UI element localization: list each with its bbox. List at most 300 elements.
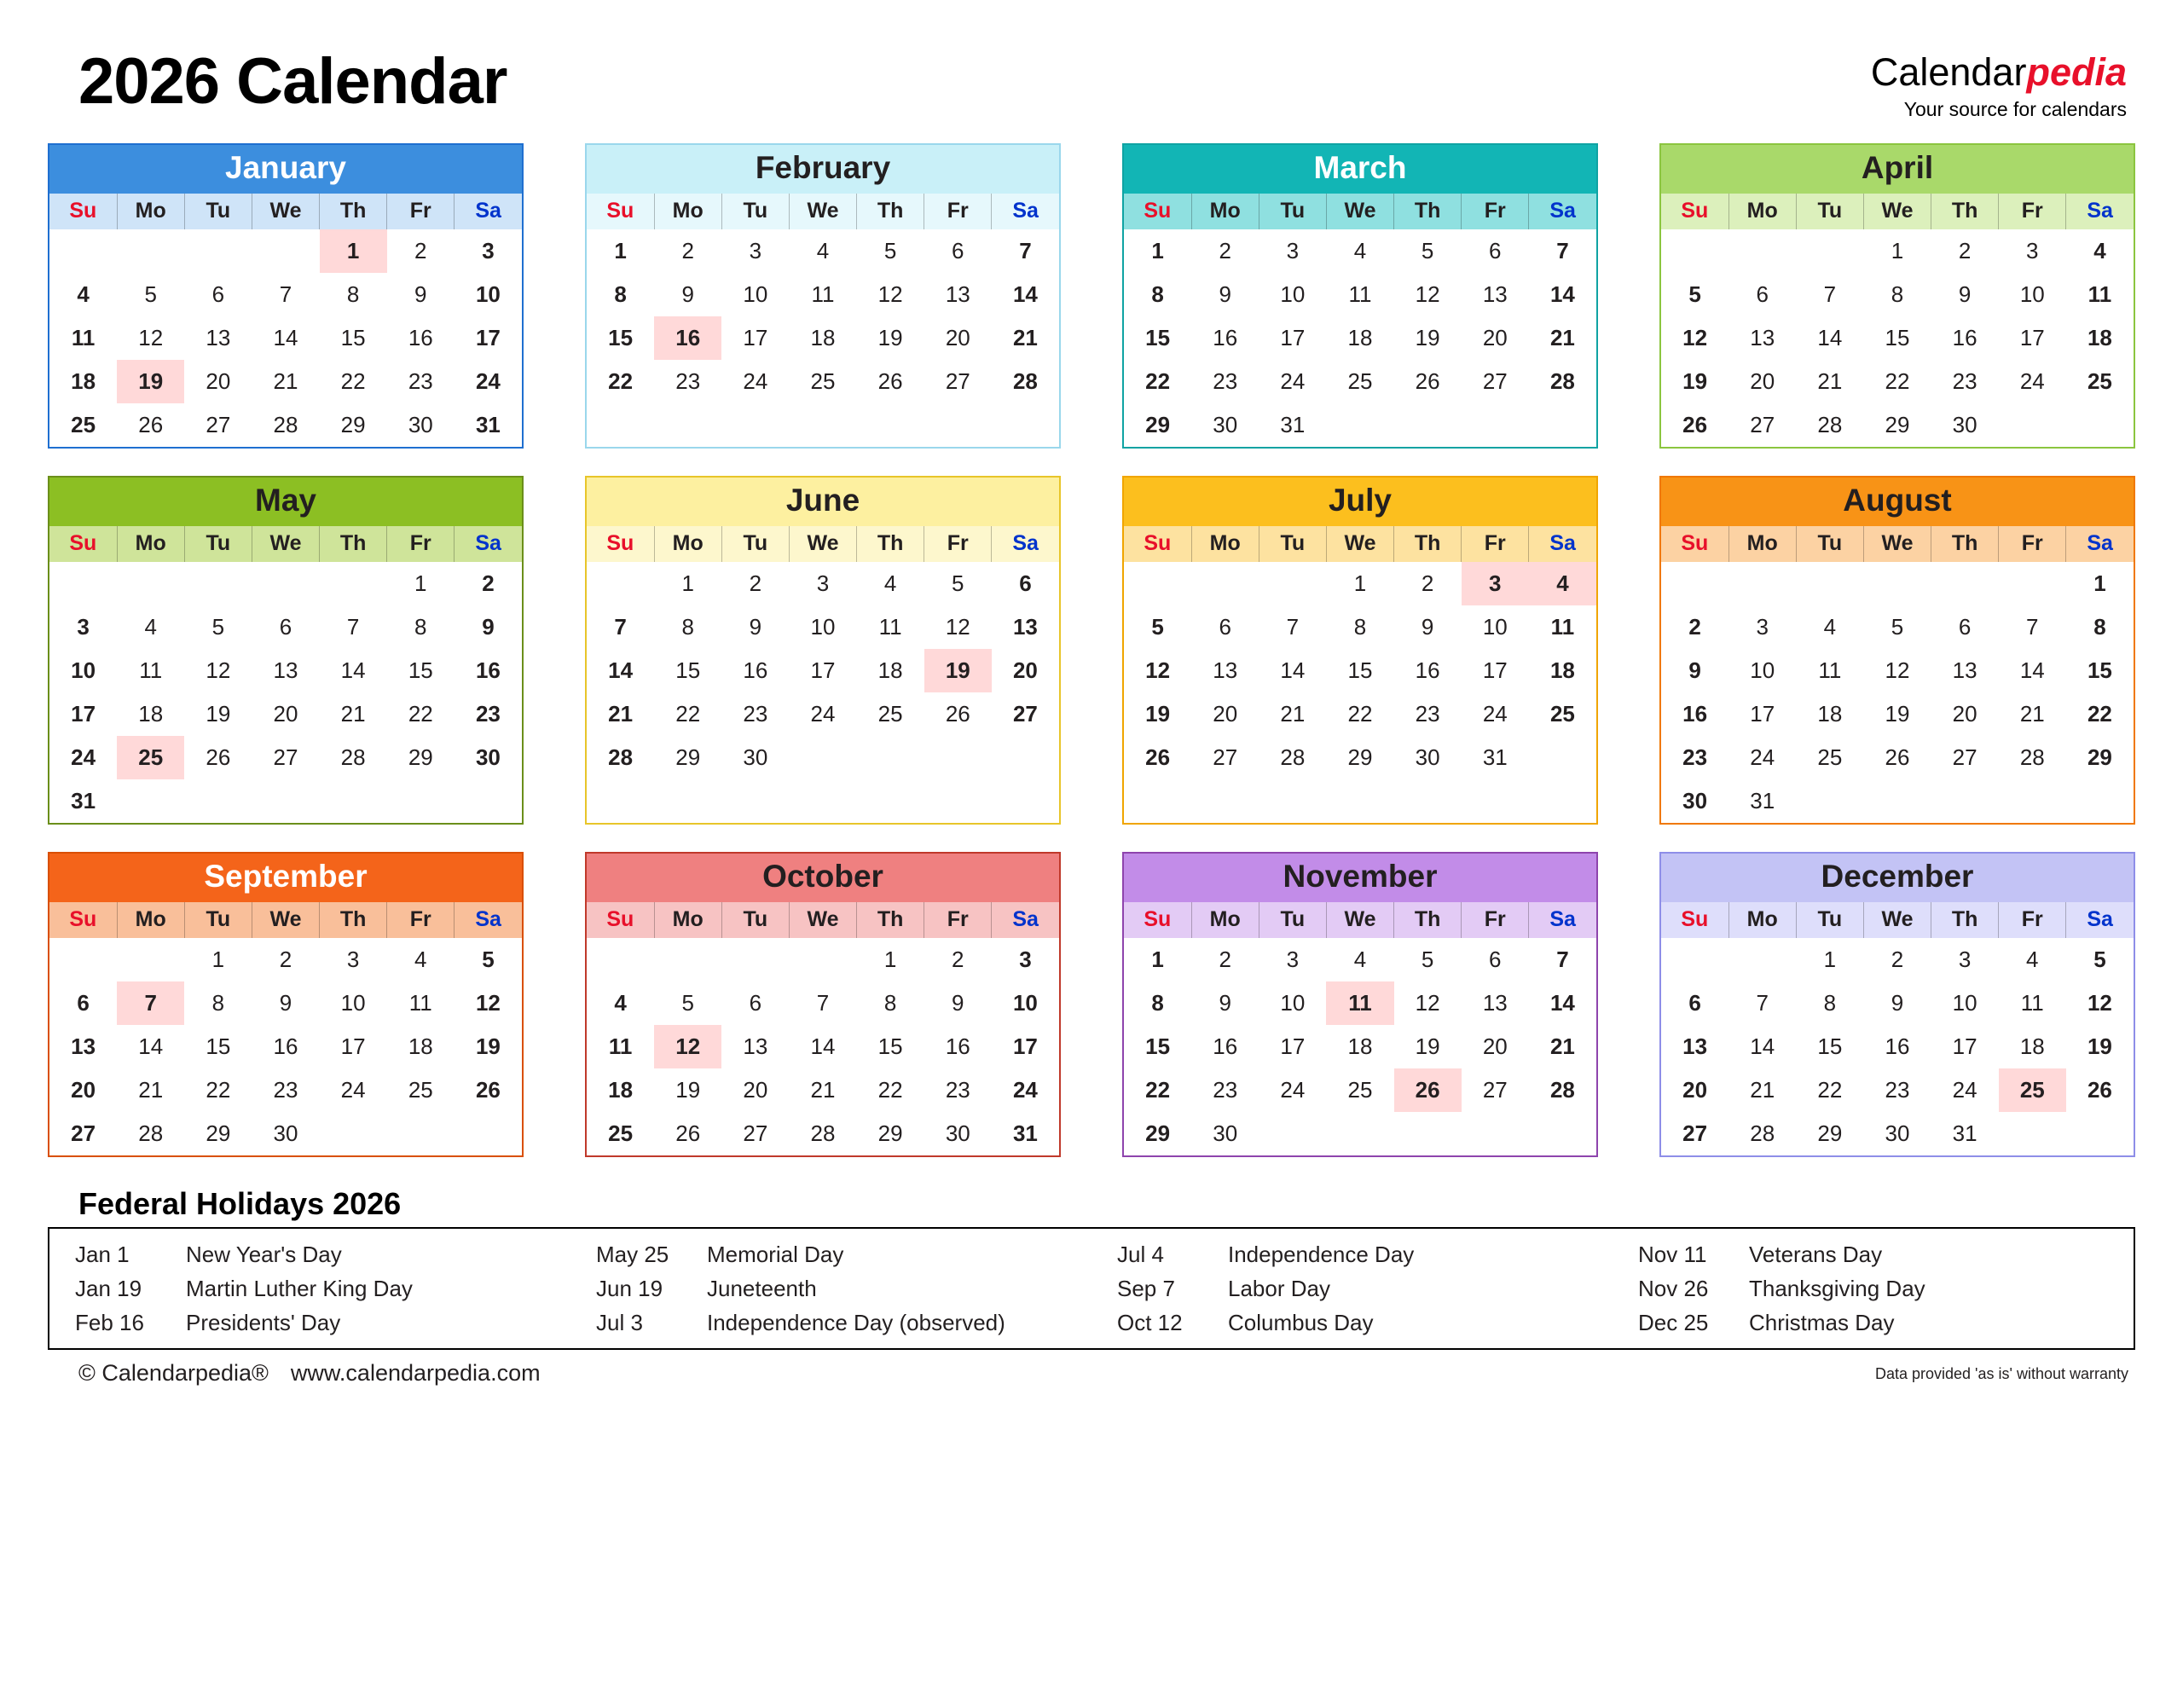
week-row	[1124, 360, 1596, 403]
day-cell: 22	[340, 368, 366, 394]
month-title: December	[1661, 854, 2134, 902]
day-cell: 4	[883, 570, 897, 596]
weekday-header-su: Su	[1124, 526, 1191, 562]
day-cell: 18	[877, 657, 903, 683]
week-row	[587, 316, 1059, 360]
day-cell: 25	[810, 368, 836, 394]
day-cell: 9	[1891, 989, 1904, 1016]
holiday-name: Labor Day	[1228, 1275, 1330, 1301]
day-cell: 23	[945, 1076, 970, 1103]
day-cell: 20	[1213, 700, 1238, 727]
day-cell: 15	[1885, 324, 1910, 350]
day-cell: 14	[1280, 657, 1306, 683]
day-cell: 11	[408, 989, 432, 1016]
day-cell: 10	[1280, 281, 1306, 307]
day-cell: 16	[1682, 700, 1708, 727]
weekday-header-fr: Fr	[387, 902, 455, 938]
day-cell: 24	[340, 1076, 366, 1103]
brand-name	[1870, 50, 2127, 94]
weekday-header-th: Th	[320, 194, 387, 229]
day-cell: 29	[1347, 744, 1373, 770]
empty-day-cell	[1462, 1112, 1529, 1155]
day-cell: 19	[117, 360, 184, 403]
day-cell: 2	[1688, 613, 1701, 640]
week-row	[587, 692, 1059, 736]
day-cell: 8	[346, 281, 360, 307]
day-cell: 27	[743, 1120, 768, 1146]
weekday-header-fr: Fr	[1462, 902, 1529, 938]
week-row	[1661, 938, 2134, 981]
day-cell: 16	[475, 657, 501, 683]
holiday-row	[1613, 1306, 2134, 1340]
week-row	[1124, 403, 1596, 447]
day-cell: 14	[138, 1033, 164, 1059]
day-cell: 23	[1952, 368, 1977, 394]
month-october	[585, 852, 1061, 1157]
day-cell: 12	[1415, 989, 1440, 1016]
month-table	[587, 526, 1059, 779]
day-cell: 26	[206, 744, 231, 770]
week-row	[1661, 981, 2134, 1025]
day-cell: 8	[1353, 613, 1367, 640]
day-cell: 2	[1891, 946, 1904, 972]
day-cell: 17	[1482, 657, 1508, 683]
empty-day-cell	[1728, 562, 1796, 605]
day-cell: 20	[1482, 324, 1508, 350]
day-cell: 20	[206, 368, 231, 394]
empty-day-cell	[184, 562, 252, 605]
day-cell: 8	[883, 989, 897, 1016]
holiday-row	[1613, 1237, 2134, 1271]
day-cell: 25	[1347, 368, 1373, 394]
day-cell: 18	[1817, 700, 1843, 727]
day-cell: 25	[877, 700, 903, 727]
day-cell: 10	[810, 613, 836, 640]
weekday-header-su: Su	[587, 194, 654, 229]
month-table	[1661, 526, 2134, 823]
weekday-header-we: We	[1863, 194, 1931, 229]
day-cell: 30	[1415, 744, 1440, 770]
day-cell: 30	[1213, 1120, 1238, 1146]
day-cell: 14	[340, 657, 366, 683]
empty-day-cell	[1326, 403, 1393, 447]
empty-day-cell	[455, 779, 522, 823]
day-cell: 28	[1549, 1076, 1575, 1103]
holiday-name: Independence Day	[1228, 1241, 1415, 1267]
day-cell: 11	[71, 324, 96, 350]
day-cell: 2	[952, 946, 964, 972]
day-cell: 30	[273, 1120, 298, 1146]
day-cell: 17	[475, 324, 501, 350]
week-row	[1661, 1068, 2134, 1112]
empty-day-cell	[1124, 562, 1191, 605]
day-cell: 26	[1415, 368, 1440, 394]
day-cell: 26	[1145, 744, 1171, 770]
day-cell: 21	[608, 700, 634, 727]
day-cell: 4	[414, 946, 427, 972]
holiday-row	[1092, 1237, 1613, 1271]
empty-day-cell	[1259, 1112, 1326, 1155]
day-cell: 15	[1817, 1033, 1843, 1059]
day-cell: 27	[273, 744, 298, 770]
day-cell: 17	[71, 700, 96, 727]
holiday-column	[570, 1237, 1092, 1340]
holiday-date: Oct 12	[1117, 1309, 1183, 1335]
empty-day-cell	[1999, 1112, 2066, 1155]
month-november	[1122, 852, 1598, 1157]
week-row	[587, 1068, 1059, 1112]
day-cell: 4	[1353, 237, 1367, 263]
day-cell: 7	[279, 281, 292, 307]
day-cell: 12	[138, 324, 164, 350]
day-cell: 14	[273, 324, 298, 350]
day-cell: 12	[1682, 324, 1708, 350]
day-cell: 7	[346, 613, 360, 640]
day-cell: 28	[340, 744, 366, 770]
day-cell: 31	[1750, 787, 1775, 813]
day-cell: 31	[1012, 1120, 1038, 1146]
day-cell: 26	[2087, 1076, 2112, 1103]
weekday-header-mo: Mo	[654, 526, 721, 562]
day-cell: 6	[279, 613, 292, 640]
empty-day-cell	[1394, 403, 1462, 447]
day-cell: 23	[1213, 1076, 1238, 1103]
page-header	[48, 34, 2135, 136]
holiday-column	[49, 1237, 570, 1340]
weekday-header-we: We	[252, 194, 319, 229]
day-cell: 30	[1952, 411, 1977, 437]
day-cell: 21	[1012, 324, 1038, 350]
footer-website[interactable]: www.calendarpedia.com	[290, 1359, 541, 1386]
weekday-header-mo: Mo	[1728, 194, 1796, 229]
weekday-header-mo: Mo	[1728, 902, 1796, 938]
day-cell: 6	[952, 237, 964, 263]
day-cell: 28	[1817, 411, 1843, 437]
weekday-header-row	[49, 902, 522, 938]
day-cell: 14	[1012, 281, 1038, 307]
day-cell: 13	[1213, 657, 1238, 683]
day-cell: 24	[1280, 1076, 1306, 1103]
day-cell: 16	[1415, 657, 1440, 683]
day-cell: 16	[273, 1033, 298, 1059]
empty-day-cell	[2066, 779, 2134, 823]
day-cell: 24	[1280, 368, 1306, 394]
month-title: September	[49, 854, 522, 902]
day-cell: 23	[675, 368, 701, 394]
weekday-header-mo: Mo	[1728, 526, 1796, 562]
day-cell: 27	[1682, 1120, 1708, 1146]
day-cell: 22	[206, 1076, 231, 1103]
weekday-header-su: Su	[1661, 194, 1728, 229]
day-cell: 9	[681, 281, 694, 307]
day-cell: 11	[2020, 989, 2044, 1016]
weekday-header-tu: Tu	[184, 526, 252, 562]
empty-day-cell	[1661, 562, 1728, 605]
day-cell: 22	[1145, 1076, 1171, 1103]
weekday-header-su: Su	[1124, 194, 1191, 229]
weekday-header-we: We	[789, 526, 856, 562]
week-row	[1124, 316, 1596, 360]
day-cell: 6	[1756, 281, 1769, 307]
day-cell: 24	[1750, 744, 1775, 770]
day-cell: 25	[408, 1076, 433, 1103]
day-cell: 3	[482, 237, 495, 263]
weekday-header-we: We	[252, 902, 319, 938]
day-cell: 28	[138, 1120, 164, 1146]
day-cell: 16	[1952, 324, 1977, 350]
holiday-date: Nov 11	[1638, 1241, 1707, 1267]
day-cell: 9	[952, 989, 964, 1016]
day-cell: 2	[749, 570, 762, 596]
holiday-row	[570, 1271, 1092, 1306]
empty-day-cell	[992, 736, 1059, 779]
day-cell: 29	[877, 1120, 903, 1146]
day-cell: 23	[1682, 744, 1708, 770]
day-cell: 5	[211, 613, 225, 640]
empty-day-cell	[1462, 403, 1529, 447]
weekday-header-mo: Mo	[1191, 526, 1259, 562]
week-row	[49, 938, 522, 981]
day-cell: 18	[408, 1033, 433, 1059]
day-cell: 17	[1280, 1033, 1306, 1059]
day-cell: 26	[945, 700, 970, 727]
week-row	[1661, 403, 2134, 447]
day-cell: 12	[654, 1025, 721, 1068]
day-cell: 28	[1750, 1120, 1775, 1146]
month-april	[1659, 143, 2135, 449]
weekday-header-th: Th	[1394, 526, 1462, 562]
month-december	[1659, 852, 2135, 1157]
weekday-header-tu: Tu	[184, 194, 252, 229]
month-table	[1124, 194, 1596, 447]
weekday-header-mo: Mo	[1191, 902, 1259, 938]
weekday-header-fr: Fr	[924, 902, 992, 938]
day-cell: 5	[2093, 946, 2106, 972]
week-row	[587, 605, 1059, 649]
day-cell: 2	[414, 237, 427, 263]
day-cell: 21	[273, 368, 298, 394]
week-row	[1661, 562, 2134, 605]
day-cell: 8	[1891, 281, 1904, 307]
month-title: April	[1661, 145, 2134, 194]
week-row	[1661, 692, 2134, 736]
day-cell: 24	[71, 744, 96, 770]
weekday-header-row	[49, 194, 522, 229]
day-cell: 29	[1145, 1120, 1171, 1146]
day-cell: 27	[1750, 411, 1775, 437]
day-cell: 21	[1549, 1033, 1575, 1059]
day-cell: 15	[1145, 1033, 1171, 1059]
brand-tagline: Your source for calendars	[1903, 98, 2127, 120]
day-cell: 2	[1219, 946, 1231, 972]
day-cell: 5	[952, 570, 964, 596]
holiday-name: Christmas Day	[1749, 1309, 1895, 1335]
weekday-header-sa: Sa	[1529, 194, 1596, 229]
day-cell: 3	[2026, 237, 2039, 263]
week-row	[1124, 273, 1596, 316]
week-row	[1124, 736, 1596, 779]
month-march	[1122, 143, 1598, 449]
week-row	[1661, 316, 2134, 360]
day-cell: 24	[475, 368, 501, 394]
day-cell: 15	[408, 657, 433, 683]
weekday-header-su: Su	[49, 194, 117, 229]
holiday-name: Memorial Day	[707, 1241, 844, 1267]
day-cell: 18	[2087, 324, 2112, 350]
week-row	[49, 779, 522, 823]
page-footer	[48, 1360, 2135, 1387]
weekday-header-sa: Sa	[992, 902, 1059, 938]
day-cell: 14	[1817, 324, 1843, 350]
week-row	[49, 1025, 522, 1068]
weekday-header-we: We	[1326, 194, 1393, 229]
holiday-name: Juneteenth	[707, 1275, 817, 1301]
day-cell: 24	[1952, 1076, 1977, 1103]
empty-day-cell	[1661, 938, 1728, 981]
weekday-header-su: Su	[49, 902, 117, 938]
day-cell: 29	[675, 744, 701, 770]
weekday-header-we: We	[252, 526, 319, 562]
day-cell: 31	[71, 787, 96, 813]
weekday-header-row	[587, 526, 1059, 562]
day-cell: 19	[877, 324, 903, 350]
day-cell: 23	[475, 700, 501, 727]
empty-day-cell	[252, 562, 319, 605]
weekday-header-th: Th	[1394, 902, 1462, 938]
day-cell: 1	[320, 229, 387, 273]
day-cell: 24	[810, 700, 836, 727]
month-title: October	[587, 854, 1059, 902]
day-cell: 15	[340, 324, 366, 350]
day-cell: 23	[1415, 700, 1440, 727]
day-cell: 12	[1415, 281, 1440, 307]
day-cell: 4	[2093, 237, 2106, 263]
day-cell: 2	[681, 237, 694, 263]
day-cell: 11	[1326, 981, 1393, 1025]
day-cell: 17	[1280, 324, 1306, 350]
day-cell: 17	[1012, 1033, 1038, 1059]
day-cell: 8	[614, 281, 627, 307]
weekday-header-fr: Fr	[387, 526, 455, 562]
day-cell: 28	[810, 1120, 836, 1146]
month-january	[48, 143, 524, 449]
day-cell: 15	[2087, 657, 2112, 683]
day-cell: 18	[810, 324, 836, 350]
week-row	[1661, 649, 2134, 692]
day-cell: 1	[1353, 570, 1367, 596]
week-row	[1124, 229, 1596, 273]
week-row	[49, 605, 522, 649]
months-grid	[48, 143, 2135, 1157]
empty-day-cell	[1326, 1112, 1393, 1155]
day-cell: 1	[1823, 946, 1837, 972]
month-june	[585, 476, 1061, 825]
empty-day-cell	[1529, 1112, 1596, 1155]
weekday-header-row	[587, 194, 1059, 229]
weekday-header-th: Th	[1931, 526, 1999, 562]
day-cell: 8	[2093, 613, 2106, 640]
day-cell: 1	[614, 237, 627, 263]
day-cell: 24	[1012, 1076, 1038, 1103]
day-cell: 5	[681, 989, 694, 1016]
day-cell: 7	[1556, 946, 1569, 972]
day-cell: 14	[2019, 657, 2045, 683]
day-cell: 5	[1421, 237, 1434, 263]
day-cell: 13	[1482, 989, 1508, 1016]
empty-day-cell	[117, 779, 184, 823]
day-cell: 10	[340, 989, 366, 1016]
day-cell: 19	[2087, 1033, 2112, 1059]
weekday-header-sa: Sa	[992, 194, 1059, 229]
day-cell: 28	[1012, 368, 1038, 394]
month-table	[49, 902, 522, 1155]
day-cell: 22	[1145, 368, 1171, 394]
weekday-header-mo: Mo	[117, 526, 184, 562]
weekday-header-tu: Tu	[1796, 902, 1863, 938]
weekday-header-mo: Mo	[654, 902, 721, 938]
empty-day-cell	[49, 938, 117, 981]
week-row	[587, 736, 1059, 779]
day-cell: 24	[1482, 700, 1508, 727]
empty-day-cell	[721, 938, 789, 981]
holiday-name: Independence Day (observed)	[707, 1309, 1005, 1335]
day-cell: 26	[475, 1076, 501, 1103]
day-cell: 29	[1885, 411, 1910, 437]
empty-day-cell	[2066, 1112, 2134, 1155]
month-title: June	[587, 478, 1059, 526]
week-row	[49, 1112, 522, 1155]
day-cell: 30	[945, 1120, 970, 1146]
day-cell: 30	[1213, 411, 1238, 437]
day-cell: 30	[743, 744, 768, 770]
empty-day-cell	[252, 229, 319, 273]
day-cell: 15	[1145, 324, 1171, 350]
day-cell: 25	[1549, 700, 1575, 727]
day-cell: 11	[1550, 613, 1575, 640]
month-table	[1124, 902, 1596, 1155]
day-cell: 11	[811, 281, 835, 307]
day-cell: 21	[1280, 700, 1306, 727]
day-cell: 30	[1885, 1120, 1910, 1146]
day-cell: 9	[1219, 989, 1231, 1016]
day-cell: 30	[475, 744, 501, 770]
day-cell: 10	[1280, 989, 1306, 1016]
empty-day-cell	[924, 736, 992, 779]
weekday-header-sa: Sa	[1529, 902, 1596, 938]
day-cell: 18	[1549, 657, 1575, 683]
week-row	[1124, 692, 1596, 736]
weekday-header-fr: Fr	[1999, 526, 2066, 562]
day-cell: 6	[1019, 570, 1032, 596]
week-row	[587, 981, 1059, 1025]
day-cell: 1	[1151, 237, 1164, 263]
day-cell: 21	[810, 1076, 836, 1103]
day-cell: 15	[877, 1033, 903, 1059]
empty-day-cell	[1728, 229, 1796, 273]
empty-day-cell	[1863, 562, 1931, 605]
holiday-date: Jul 4	[1117, 1241, 1164, 1267]
month-may	[48, 476, 524, 825]
empty-day-cell	[1999, 779, 2066, 823]
day-cell: 2	[1421, 570, 1434, 596]
week-row	[587, 649, 1059, 692]
weekday-header-sa: Sa	[2066, 902, 2134, 938]
empty-day-cell	[320, 562, 387, 605]
day-cell: 22	[1347, 700, 1373, 727]
day-cell: 16	[945, 1033, 970, 1059]
holiday-row	[570, 1306, 1092, 1340]
weekday-header-row	[1661, 526, 2134, 562]
